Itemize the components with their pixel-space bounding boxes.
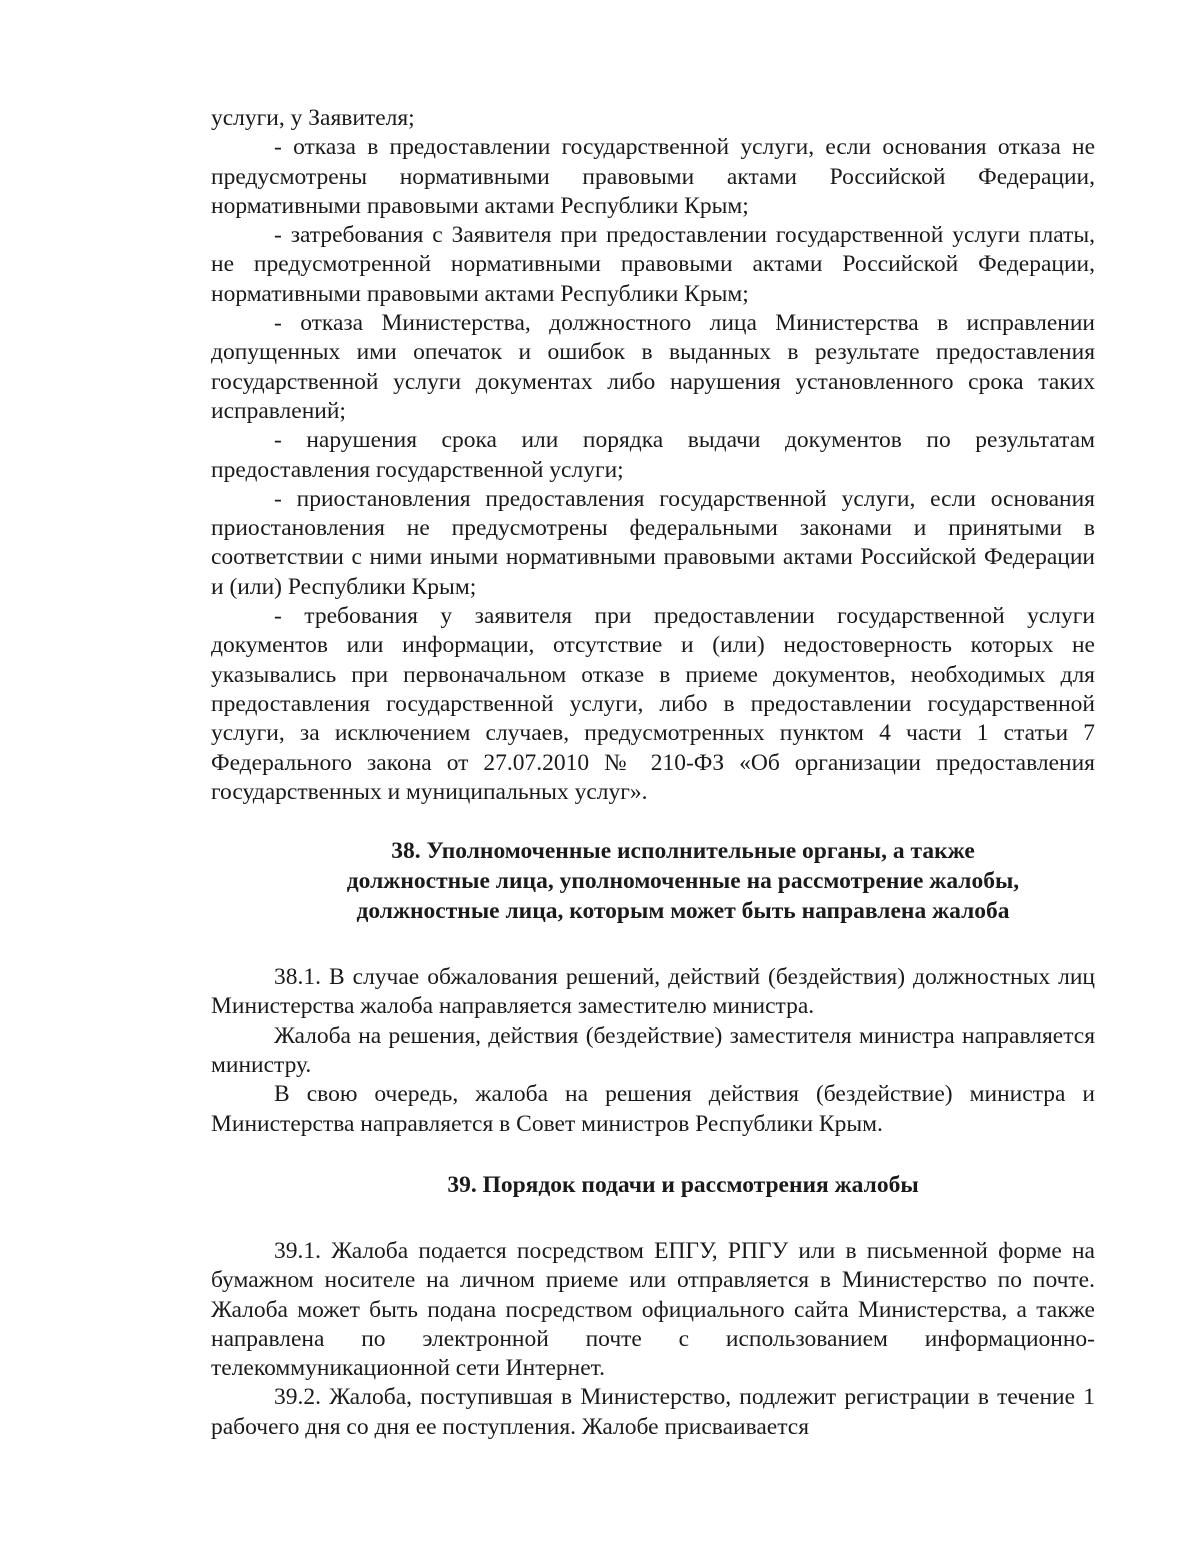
paragraph-38-minister: В свою очередь, жалоба на решения действия (бездействие) министра и Министерства направляется в Совет министров Республики Крым. xyxy=(211,1081,1095,1137)
section-38-heading xyxy=(211,836,1095,926)
list-item-deadline-violation: - нарушения срока или порядка выдачи документов по результатам предоставления государственной услуги; xyxy=(211,427,1095,483)
section-39-heading xyxy=(211,1170,1095,1200)
list-item-correction-refusal: - отказа Министерства, должностного лица Министерства в исправлении допущенных ими опечаток и ошибок в выданных в результате предоставления государственной услуги документах либо нарушения установленного срока таких исправлений; xyxy=(211,310,1095,424)
paragraph-38-deputy: Жалоба на решения, действия (бездействие) заместителя министра направляется министру. xyxy=(211,1022,1095,1079)
list-item-suspension: - приостановления предоставления государственной услуги, если основания приостановления не предусмотрены федеральными законами и принятыми в соответствии с ними иными нормативными правовыми актами Российской Федерации и (или) Республики Крым; xyxy=(211,485,1095,600)
list-item-fee-demand: - затребования с Заявителя при предоставлении государственной услуги платы, не предусмотренной нормативными правовыми актами Российской Федерации, нормативными правовыми актами Республики Крым; xyxy=(211,222,1095,307)
section-38-heading-line-1: 38. Уполномоченные исполнительные органы, а также xyxy=(391,838,975,865)
paragraph-38-1: 38.1. В случае обжалования решений, действий (бездействия) должностных лиц Министерства жалоба направляется заместителю министра. xyxy=(211,964,1095,1020)
paragraph-continuation: услуги, у Заявителя; xyxy=(211,105,415,131)
section-38-heading-line-3: должностные лица, которым может быть направлена жалоба xyxy=(356,898,1010,925)
section-39-heading-text: 39. Порядок подачи и рассмотрения жалобы xyxy=(447,1171,919,1198)
list-item-refusal: - отказа в предоставлении государственной услуги, если основания отказа не предусмотрены нормативными правовыми актами Российской Федерации, нормативными правовыми актами Республики Крым; xyxy=(211,134,1095,219)
paragraph-39-1: 39.1. Жалоба подается посредством ЕПГУ, РПГУ или в письменной форме на бумажном носителе на личном приеме или отправляется в Министерство по почте. Жалоба может быть подана посредством официального сайта Министерства, а также направлена по электронной почте с использованием информационно-телекоммуникационной сети Интернет. xyxy=(211,1237,1095,1382)
section-38-heading-line-2: должностные лица, уполномоченные на рассмотрение жалобы, xyxy=(346,868,1020,895)
paragraph-39-2: 39.2. Жалоба, поступившая в Министерство, подлежит регистрации в течение 1 рабочего дня со дня ее поступления. Жалобе присваивается xyxy=(211,1384,1095,1440)
document-page xyxy=(211,104,1095,1442)
list-item-document-demand: - требования у заявителя при предоставлении государственной услуги документов или информации, отсутствие и (или) недостоверность которых не указывались при первоначальном отказе в приеме документов, необходимых для предоставления государственной услуги, либо в предоставлении государственной услуги, за исключением случаев, предусмотренных пунктом 4 части 1 статьи 7 Федерального закона от 27.07.2010 № 210-ФЗ «Об организации предоставления государственных и муниципальных услуг». xyxy=(211,603,1095,805)
